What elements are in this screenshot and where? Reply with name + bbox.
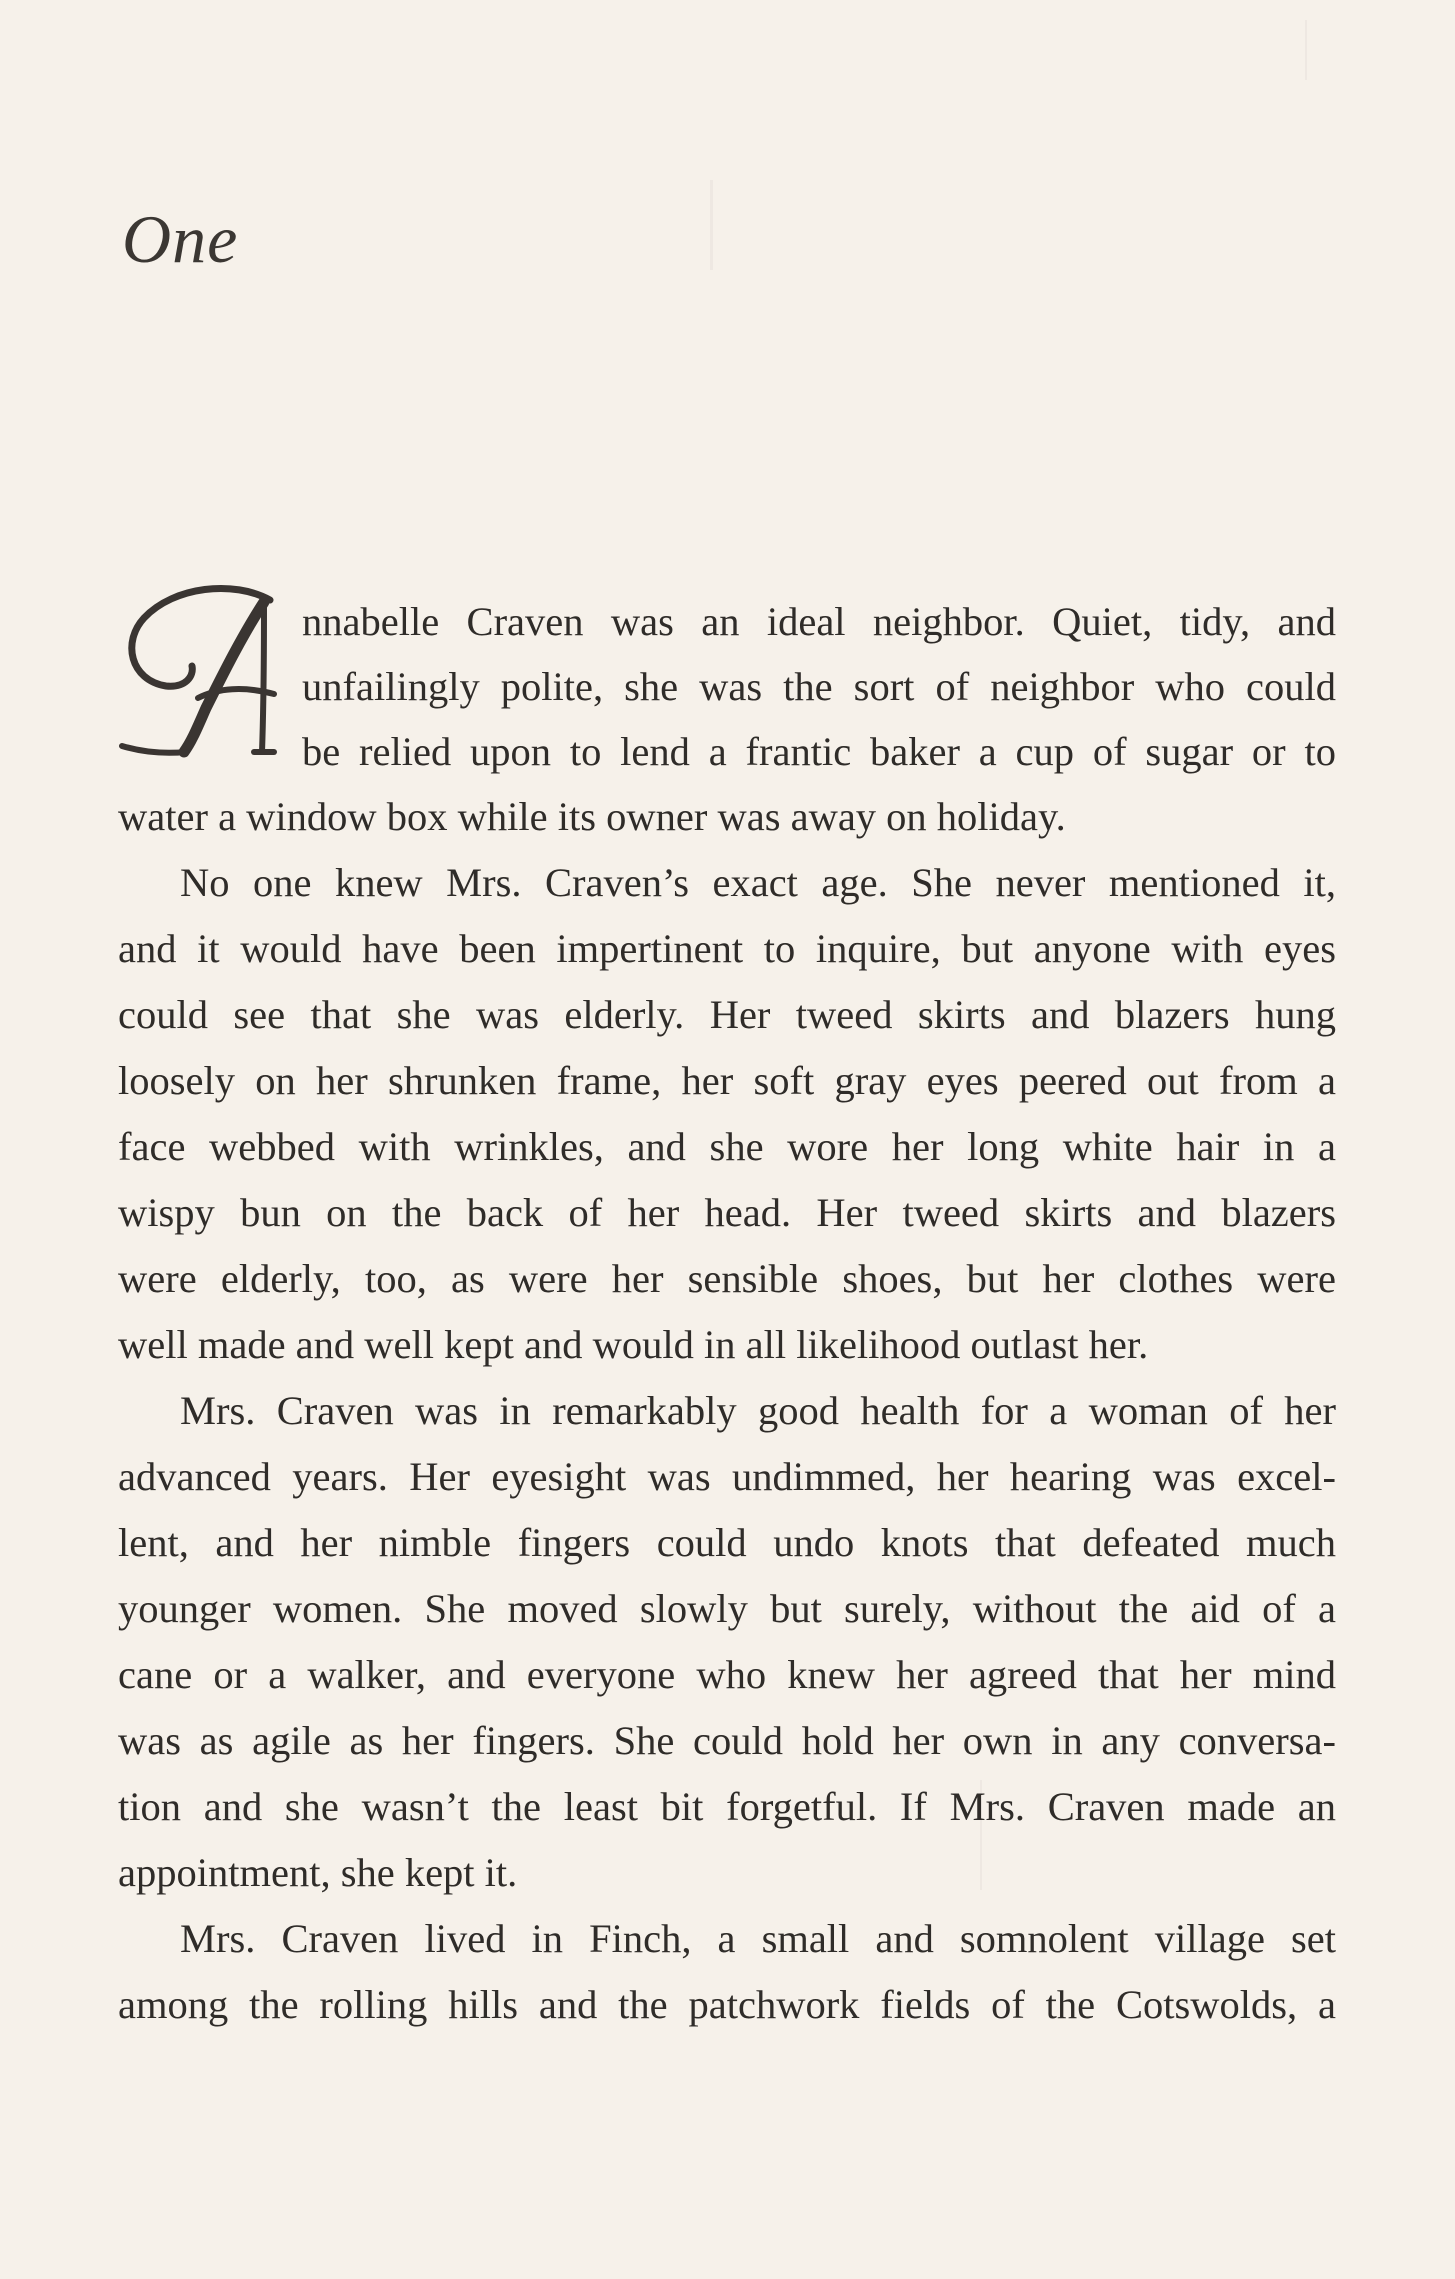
paper-texture [1305, 20, 1307, 80]
text-line: was as agile as her fingers. She could hold her own in any conversa- [118, 1721, 1336, 1763]
text-line: and it would have been impertinent to inquire, but anyone with eyes [118, 929, 1336, 971]
text-line: face webbed with wrinkles, and she wore her long white hair in a [118, 1127, 1336, 1169]
text-line: No one knew Mrs. Craven’s exact age. She never mentioned it, [180, 863, 1336, 905]
text-line: wispy bun on the back of her head. Her tweed skirts and blazers [118, 1193, 1336, 1235]
text-line: loosely on her shrunken frame, her soft gray eyes peered out from a [118, 1061, 1336, 1103]
dropcap-letter [114, 576, 294, 766]
text-line: could see that she was elderly. Her tweed skirts and blazers hung [118, 995, 1336, 1037]
text-line: well made and well kept and would in all likelihood outlast her. [118, 1325, 1149, 1367]
text-line: were elderly, too, as were her sensible shoes, but her clothes were [118, 1259, 1336, 1301]
text-line: among the rolling hills and the patchwork fields of the Cotswolds, a [118, 1985, 1336, 2027]
text-line: water a window box while its owner was away on holiday. [118, 797, 1066, 839]
chapter-title: One [122, 201, 239, 277]
text-line: be relied upon to lend a frantic baker a cup of sugar or to [302, 732, 1336, 774]
text-line: advanced years. Her eyesight was undimmed, her hearing was excel- [118, 1457, 1336, 1499]
paper-texture [710, 180, 713, 270]
text-line: cane or a walker, and everyone who knew her agreed that her mind [118, 1655, 1336, 1697]
text-line: unfailingly polite, she was the sort of neighbor who could [302, 667, 1336, 709]
text-line: younger women. She moved slowly but surely, without the aid of a [118, 1589, 1336, 1631]
text-line: Mrs. Craven lived in Finch, a small and somnolent village set [180, 1919, 1336, 1961]
text-line: Mrs. Craven was in remarkably good health for a woman of her [180, 1391, 1336, 1433]
text-line: appointment, she kept it. [118, 1853, 518, 1895]
text-line: nnabelle Craven was an ideal neighbor. Quiet, tidy, and [302, 602, 1336, 644]
text-line: lent, and her nimble fingers could undo knots that defeated much [118, 1523, 1336, 1565]
text-line: tion and she wasn’t the least bit forgetful. If Mrs. Craven made an [118, 1787, 1336, 1829]
